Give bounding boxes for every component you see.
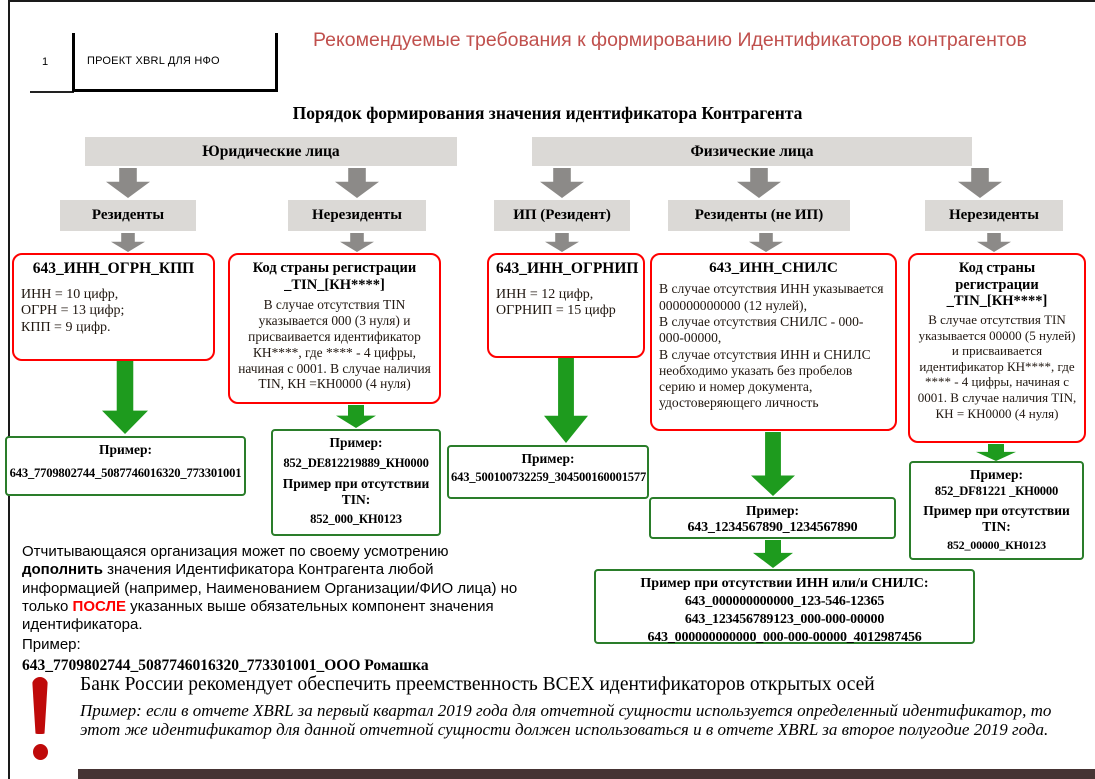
- exclamation-dot-icon: [33, 744, 48, 760]
- category-nonresidents-le: [288, 200, 426, 231]
- rule-box-residents-le: [12, 253, 215, 361]
- example-label: Пример:: [521, 451, 575, 466]
- category-nonresidents-individual: [925, 200, 1063, 231]
- flow-arrow-down-icon: [544, 358, 588, 443]
- rule-line: ИНН = 12 цифр,: [496, 286, 594, 302]
- note-text: указанных выше обязательных компонент значения идентификатора.: [22, 597, 494, 634]
- category-label: ИП (Резидент): [513, 207, 611, 223]
- group-individuals: [532, 137, 972, 166]
- category-residents-le: [60, 200, 196, 231]
- example-value: 852_DE812219889_КН0000: [283, 456, 429, 471]
- exclamation-icon: [32, 677, 48, 734]
- rule-line: ИНН = 10 цифр,: [21, 286, 119, 302]
- example-value: 643_500100732259_304500160001577: [451, 470, 647, 485]
- example-title: Пример при отсутствии ИНН или/и СНИЛС:: [640, 576, 929, 591]
- rule-line: В случае отсутствия СНИЛС - 000-000-00000,: [659, 313, 864, 346]
- example-value: 643_1234567890_1234567890: [687, 520, 858, 536]
- rule-box-residents-individual: [650, 253, 897, 431]
- flow-arrow-down-icon: [749, 233, 783, 252]
- example-box-residents-individual: [649, 497, 896, 539]
- flow-arrow-down-icon: [106, 168, 150, 198]
- example-label: Пример при отсутствии TIN:: [282, 475, 430, 507]
- rule-body: В случае отсутствия TIN указывается 00000 (5 нулей) и присваивается идентификатор КН****, где **** - 4 цифры, начиная с 0001. В случае наличия TIN, КН = КН0000 (4 нуля): [917, 312, 1077, 421]
- example-label: Пример:: [329, 435, 383, 450]
- example-value: 643_000000000000_123-546-12365: [684, 593, 885, 609]
- flow-arrow-down-icon: [737, 168, 781, 198]
- example-label: Пример:: [746, 503, 799, 518]
- example-box-nonresidents-individual: [909, 461, 1084, 560]
- flow-arrow-down-icon: [102, 361, 148, 434]
- flow-arrow-down-icon: [751, 432, 795, 496]
- category-label: Нерезиденты: [312, 207, 402, 223]
- footer-note: [22, 543, 522, 676]
- flow-arrow-down-icon: [111, 233, 145, 252]
- flow-arrow-down-icon: [540, 168, 584, 198]
- rule-title: 643_ИНН_СНИЛС: [709, 260, 838, 276]
- rule-line: ОГРН = 13 цифр;: [21, 303, 125, 319]
- category-label: Нерезиденты: [949, 207, 1039, 223]
- example-box-missing-inn-snils: [594, 569, 975, 644]
- project-label-box: [72, 33, 278, 92]
- rule-box-ip-resident: [487, 253, 645, 358]
- header-rule: [30, 91, 74, 93]
- example-value: 643_7709802744_5087746016320_773301001: [9, 466, 242, 481]
- category-label: Резиденты (не ИП): [694, 207, 824, 223]
- flow-arrow-down-icon: [340, 233, 374, 252]
- rule-line: В случае отсутствия ИНН указывается 000000000000 (12 нулей),: [659, 281, 884, 313]
- slide-number: 1: [41, 56, 49, 68]
- diagram-title: Порядок формирования значения идентификатора Контрагента: [292, 103, 803, 123]
- warning-title: Банк России рекомендует обеспечить преемственность ВСЕХ идентификаторов открытых осей: [80, 674, 875, 695]
- category-ip-resident: [494, 200, 630, 231]
- rule-title: 643_ИНН_ОГРНИП: [496, 260, 639, 277]
- note-example-label: Пример:: [22, 636, 81, 654]
- example-value: 643_000000000000_000-000-00000_4012987456: [647, 630, 922, 646]
- example-label: Пример:: [970, 467, 1023, 482]
- bottom-bar: [78, 769, 1095, 779]
- page-title: Рекомендуемые требования к формированию Идентификаторов контрагентов: [313, 29, 1027, 51]
- example-box-residents-le: [5, 436, 246, 496]
- example-value: 643_123456789123_000-000-00000: [684, 611, 885, 627]
- rule-line: ОГРНИП = 15 цифр: [496, 303, 616, 319]
- note-text: Отчитывающаяся организация может по своему усмотрению: [22, 543, 449, 560]
- example-value: 852_DF81221 _КН0000: [934, 484, 1059, 499]
- flow-arrow-down-icon: [977, 233, 1011, 252]
- page-border-top: [8, 0, 1095, 2]
- rule-title: 643_ИНН_ОГРН_КПП: [32, 260, 195, 277]
- example-box-nonresidents-le: [271, 429, 441, 536]
- example-label: Пример:: [99, 442, 152, 457]
- group-label: Юридические лица: [202, 142, 340, 160]
- example-box-ip-resident: [447, 445, 649, 499]
- note-text: значения Идентификатора Контрагента любой информацией (например, Наименованием Организации/ФИО лица) но только: [22, 561, 518, 615]
- flow-arrow-down-icon: [958, 168, 1002, 198]
- note-text-highlight: ПОСЛЕ: [72, 597, 126, 615]
- project-label: ПРОЕКТ XBRL ДЛЯ НФО: [87, 55, 220, 67]
- rule-title: Код страны регистрации _TIN_[КН****]: [946, 260, 1048, 310]
- example-label: Пример при отсутствии TIN:: [923, 502, 1070, 534]
- flow-arrow-down-icon: [753, 540, 793, 568]
- flow-arrow-down-icon: [545, 233, 579, 252]
- category-label: Резиденты: [91, 207, 165, 223]
- rule-box-nonresidents-le: [228, 253, 441, 404]
- rule-line: КПП = 9 цифр.: [21, 319, 111, 335]
- flow-arrow-down-icon: [336, 405, 376, 428]
- rule-title: Код страны регистрации _TIN_[КН****]: [252, 260, 417, 293]
- flow-arrow-down-icon: [335, 168, 379, 198]
- group-label: Физические лица: [690, 142, 814, 160]
- rule-line: В случае отсутствия ИНН и СНИЛС необходимо указать без пробелов серию и номер документа, удостоверяющего личность: [659, 346, 871, 411]
- flow-arrow-down-icon: [976, 444, 1016, 461]
- example-value: 852_00000_КН0123: [947, 537, 1046, 552]
- example-value: 852_000_КН0123: [310, 511, 402, 526]
- warning-example: Пример: если в отчете XBRL за первый квартал 2019 года для отчетной сущности используется определенный идентификатор, то этот же идентификатор для данной отчетной сущности должен использоваться и в отчете XBRL за второе полугодие 2019 года.: [80, 701, 1052, 740]
- rule-body: В случае отсутствия TIN указывается 000 (3 нуля) и присваивается идентификатор КН****, где **** - 4 цифры, начиная с 0001. В случае наличия TIN, КН =КН0000 (4 нуля): [238, 297, 431, 392]
- rule-box-nonresidents-individual: [908, 253, 1086, 443]
- note-text-bold: дополнить: [22, 561, 103, 579]
- note-example-value: 643_7709802744_5087746016320_773301001_ООО Ромашка: [22, 656, 429, 674]
- category-residents-individual: [668, 200, 850, 231]
- group-legal-entities: [85, 137, 457, 166]
